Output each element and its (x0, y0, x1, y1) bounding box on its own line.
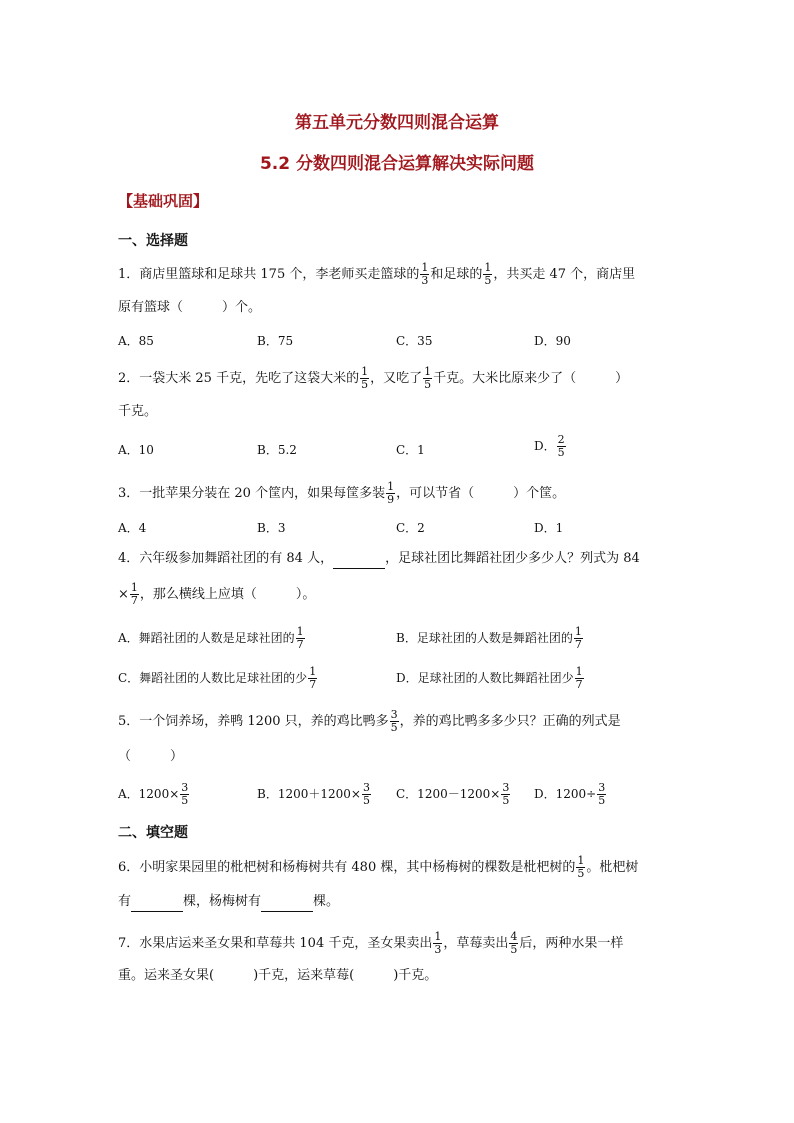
fraction: $\frac{3}{5}$ (362, 781, 370, 807)
q5-option-b: B．1200＋1200× $\frac{3}{5}$ (257, 781, 370, 807)
fraction: $\frac{3}{5}$ (181, 781, 189, 807)
fraction: $\frac{1}{5}$ (577, 854, 585, 880)
question-4: 4．六年级参加舞蹈社团的有 84 人， ，足球社团比舞蹈社团少多少人？列式为 84 (118, 549, 640, 569)
q2-option-d: D． $\frac{2}{5}$ (534, 433, 565, 459)
question-2: 2．一袋大米 25 千克，先吃了这袋大米的 $\frac{1}{5}$ ，又吃了 $\frac{1}{5}$ 千克。大米比原来少了（ ） (118, 365, 629, 391)
q3-option-a: A．4 (118, 521, 147, 535)
q4-option-c: C．舞蹈社团的人数比足球社团的少 $\frac{1}{7}$ (118, 665, 317, 691)
q3-option-d: D．1 (534, 521, 564, 535)
q4-option-a: A．舞蹈社团的人数是足球社团的 $\frac{1}{7}$ (118, 625, 304, 651)
q3-option-c: C．2 (396, 521, 425, 535)
fraction: $\frac{3}{5}$ (502, 781, 510, 807)
question-6: 6．小明家果园里的枇杷树和杨梅树共有 480 棵，其中杨梅树的棵数是枇杷树的 $\frac{1}{5}$ 。枇杷树 (118, 854, 639, 880)
fraction: $\frac{1}{7}$ (574, 625, 582, 651)
question-3: 3．一批苹果分装在 20 个筐内，如果每筐多装 $\frac{1}{9}$ ，可以节省（ ）个筐。 (118, 480, 566, 506)
document-title: 第五单元分数四则混合运算 (295, 113, 499, 133)
q3-option-b: B．3 (257, 521, 286, 535)
question-5: 5．一个饲养场，养鸭 1200 只，养的鸡比鸭多 $\frac{3}{5}$ ，养的鸡比鸭多多少只？正确的列式是 (118, 708, 621, 734)
fraction: $\frac{1}{5}$ (424, 365, 432, 391)
answer-blank (131, 897, 183, 912)
fraction: $\frac{1}{7}$ (130, 581, 138, 607)
question-1: 1．商店里篮球和足球共 175 个，李老师买走篮球的 $\frac{1}{3}$ 和足球的 $\frac{1}{5}$ ，共买走 47 个，商店里 (118, 261, 636, 287)
q1-option-d: D．90 (534, 334, 571, 348)
q2-option-b: B．5.2 (257, 443, 297, 457)
fraction: $\frac{1}{7}$ (575, 665, 583, 691)
q1-option-a: A．85 (118, 334, 154, 348)
heading-choice: 一、选择题 (118, 233, 188, 249)
fraction: $\frac{1}{7}$ (296, 625, 304, 651)
q5-option-d: D．1200÷ $\frac{3}{5}$ (534, 781, 606, 807)
fraction: $\frac{1}{3}$ (434, 930, 442, 956)
fraction: $\frac{3}{5}$ (598, 781, 606, 807)
q1-option-b: B．75 (257, 334, 294, 348)
fraction: $\frac{4}{5}$ (510, 930, 518, 956)
question-5-line2: （ ） (118, 749, 184, 764)
question-6-line2: 有 棵，杨梅树有 棵。 (118, 892, 339, 912)
fraction: $\frac{1}{3}$ (421, 261, 429, 287)
fraction: $\frac{2}{5}$ (557, 433, 565, 459)
question-1-line2: 原有篮球（ ）个。 (118, 300, 262, 315)
answer-blank (261, 897, 313, 912)
question-2-line2: 千克。 (118, 404, 158, 419)
question-7-line2: 重。运来圣女果( )千克，运来草莓( )千克。 (118, 968, 438, 983)
q1-option-c: C．35 (396, 334, 433, 348)
fraction: $\frac{1}{5}$ (484, 261, 492, 287)
q4-option-d: D．足球社团的人数比舞蹈社团少 $\frac{1}{7}$ (396, 665, 583, 691)
fraction: $\frac{1}{9}$ (387, 480, 395, 506)
fraction: $\frac{1}{7}$ (309, 665, 317, 691)
fraction: $\frac{1}{5}$ (361, 365, 369, 391)
q2-option-c: C．1 (396, 443, 425, 457)
q5-option-c: C．1200－1200× $\frac{3}{5}$ (396, 781, 510, 807)
q2-option-a: A．10 (118, 443, 154, 457)
question-7: 7．水果店运来圣女果和草莓共 104 千克，圣女果卖出 $\frac{1}{3}$ ，草莓卖出 $\frac{4}{5}$ 后，两种水果一样 (118, 930, 624, 956)
heading-fill: 二、填空题 (118, 825, 188, 841)
q4-option-b: B．足球社团的人数是舞蹈社团的 $\frac{1}{7}$ (396, 625, 582, 651)
question-4-line2: × $\frac{1}{7}$ ，那么横线上应填（ ）。 (118, 581, 316, 607)
document-subtitle: 5.2 分数四则混合运算解决实际问题 (259, 154, 535, 174)
answer-blank (333, 554, 385, 569)
fraction: $\frac{3}{5}$ (390, 708, 398, 734)
q5-option-a: A．1200× $\frac{3}{5}$ (118, 781, 189, 807)
section-label: 【基础巩固】 (118, 192, 209, 210)
